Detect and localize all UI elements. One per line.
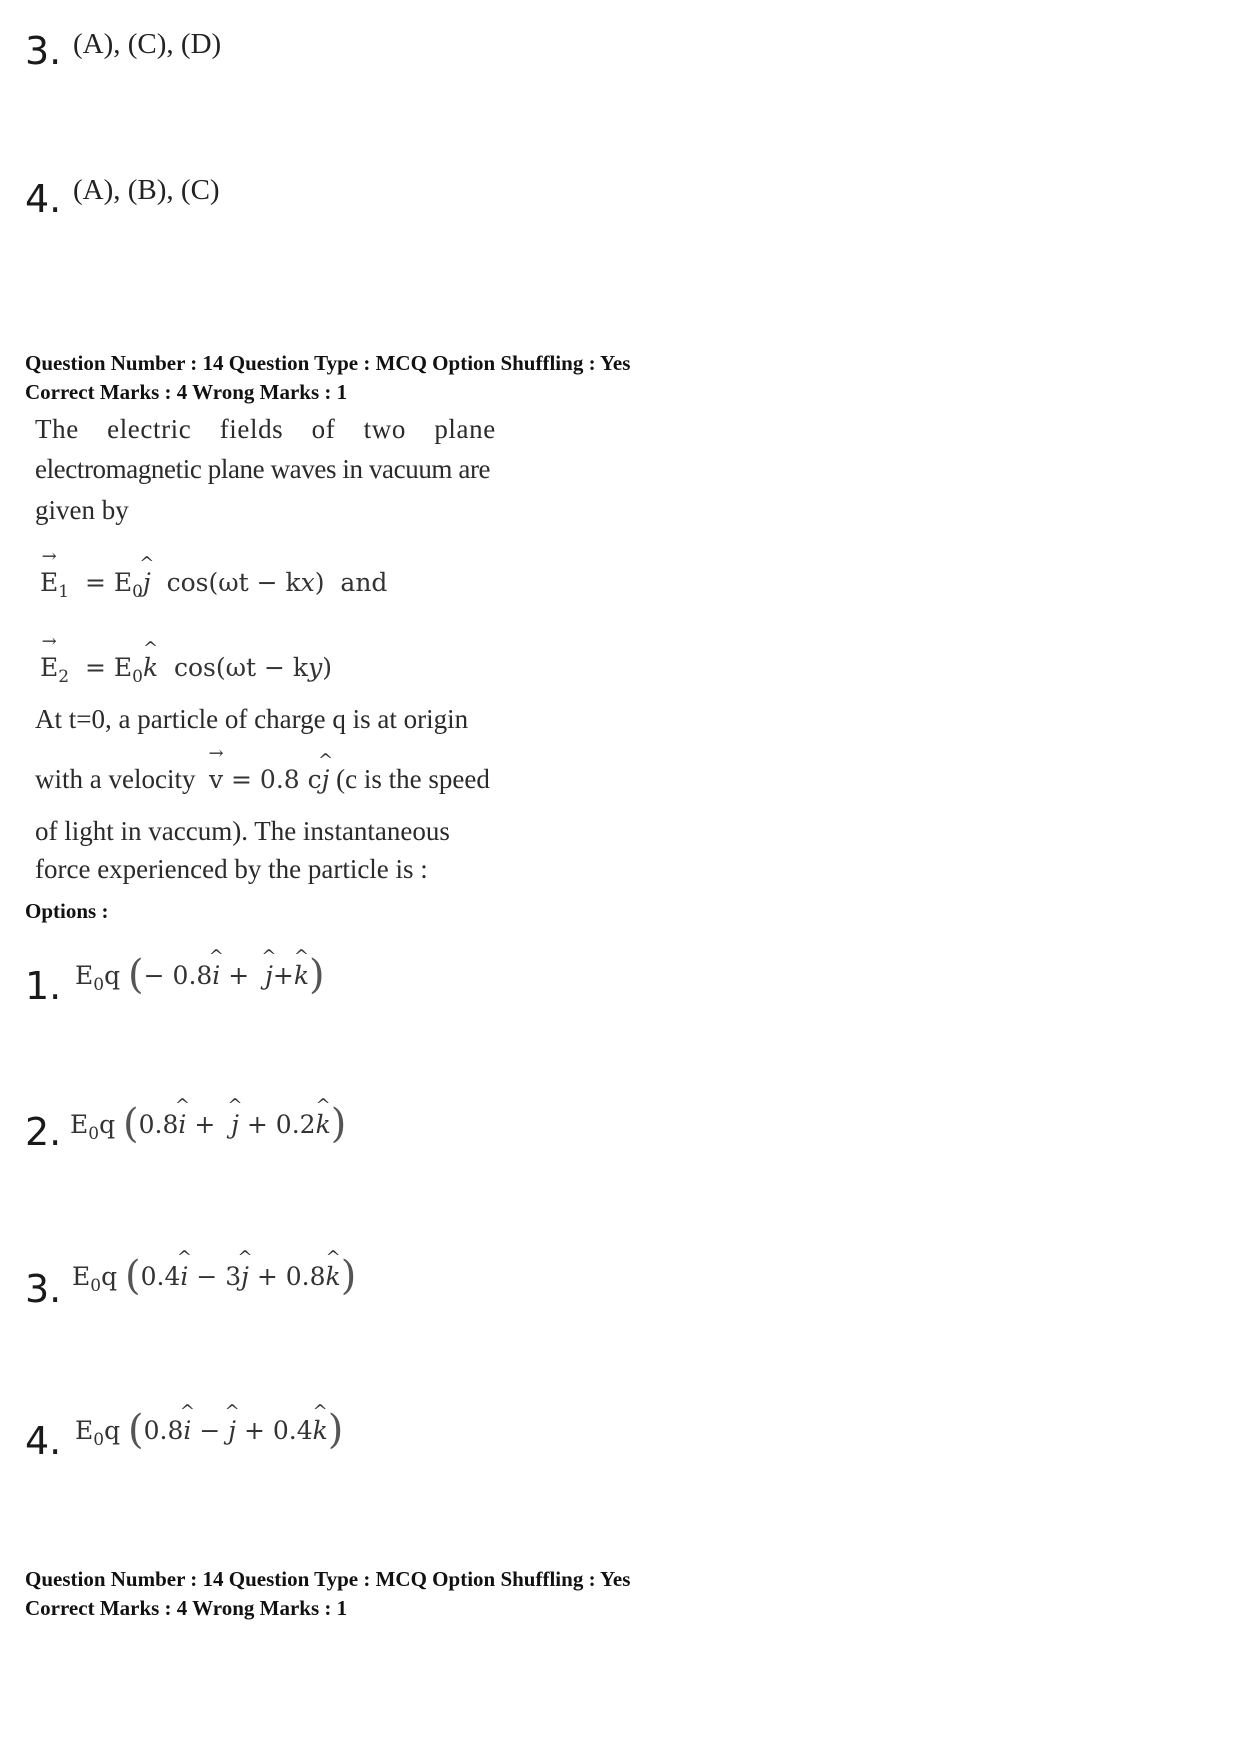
stem-line-5: with a velocity → v = 0.8 c^ j (c is the speed xyxy=(35,766,490,793)
option-2-number: 2. xyxy=(25,1110,62,1154)
option-3-expression[interactable]: $E_0q$ (0.4^ i − 3^ j + 0.8^ k) xyxy=(72,1256,356,1296)
stem-line-2: electromagnetic plane waves in vacuum are xyxy=(35,454,491,484)
question-meta-line2: Correct Marks : 4 Wrong Marks : 1 xyxy=(25,380,348,404)
stem-line-3: given by xyxy=(35,495,129,525)
next-question-meta-line1: Question Number : 14 Question Type : MCQ Option Shuffling : Yes xyxy=(25,1567,631,1591)
option-3-number: 3. xyxy=(25,1267,62,1311)
option-1-number: 1. xyxy=(25,964,62,1008)
option-4-expression[interactable]: $E_0q$ (0.8^ i − ^ j + 0.4^ k) xyxy=(75,1410,343,1450)
option-4-number: 4. xyxy=(25,1419,62,1463)
stem-line-6: of light in vaccum). The instantaneous xyxy=(35,816,450,846)
next-question-meta-line2: Correct Marks : 4 Wrong Marks : 1 xyxy=(25,1596,348,1620)
prev-option-4-number: 4. xyxy=(25,177,62,221)
stem-line-4: At t=0, a particle of charge q is at origin xyxy=(35,704,469,734)
stem-line-7: force experienced by the particle is : xyxy=(35,854,428,884)
equation-e1: → $E_1$ = $E_0\^{}$ j cos(ωt − kx) and xyxy=(40,570,387,601)
prev-option-3-text: (A), (C), (D) xyxy=(73,28,222,60)
option-1-expression[interactable]: $E_0q$ (− 0.8^ i + ^ j+^ k) xyxy=(75,955,325,995)
option-2-expression[interactable]: $E_0q$ (0.8^ i + ^ j + 0.2^ k) xyxy=(70,1104,346,1144)
prev-option-3-number: 3. xyxy=(25,29,62,73)
options-label: Options : xyxy=(25,899,109,923)
question-meta-line1: Question Number : 14 Question Type : MCQ Option Shuffling : Yes xyxy=(25,351,631,375)
equation-e2: → $E_2$ = $E_0\^{}$ k cos(ωt − ky) xyxy=(40,655,332,686)
stem-line-1: The electric fields of two plane xyxy=(35,414,496,444)
prev-option-4-text: (A), (B), (C) xyxy=(73,174,220,206)
